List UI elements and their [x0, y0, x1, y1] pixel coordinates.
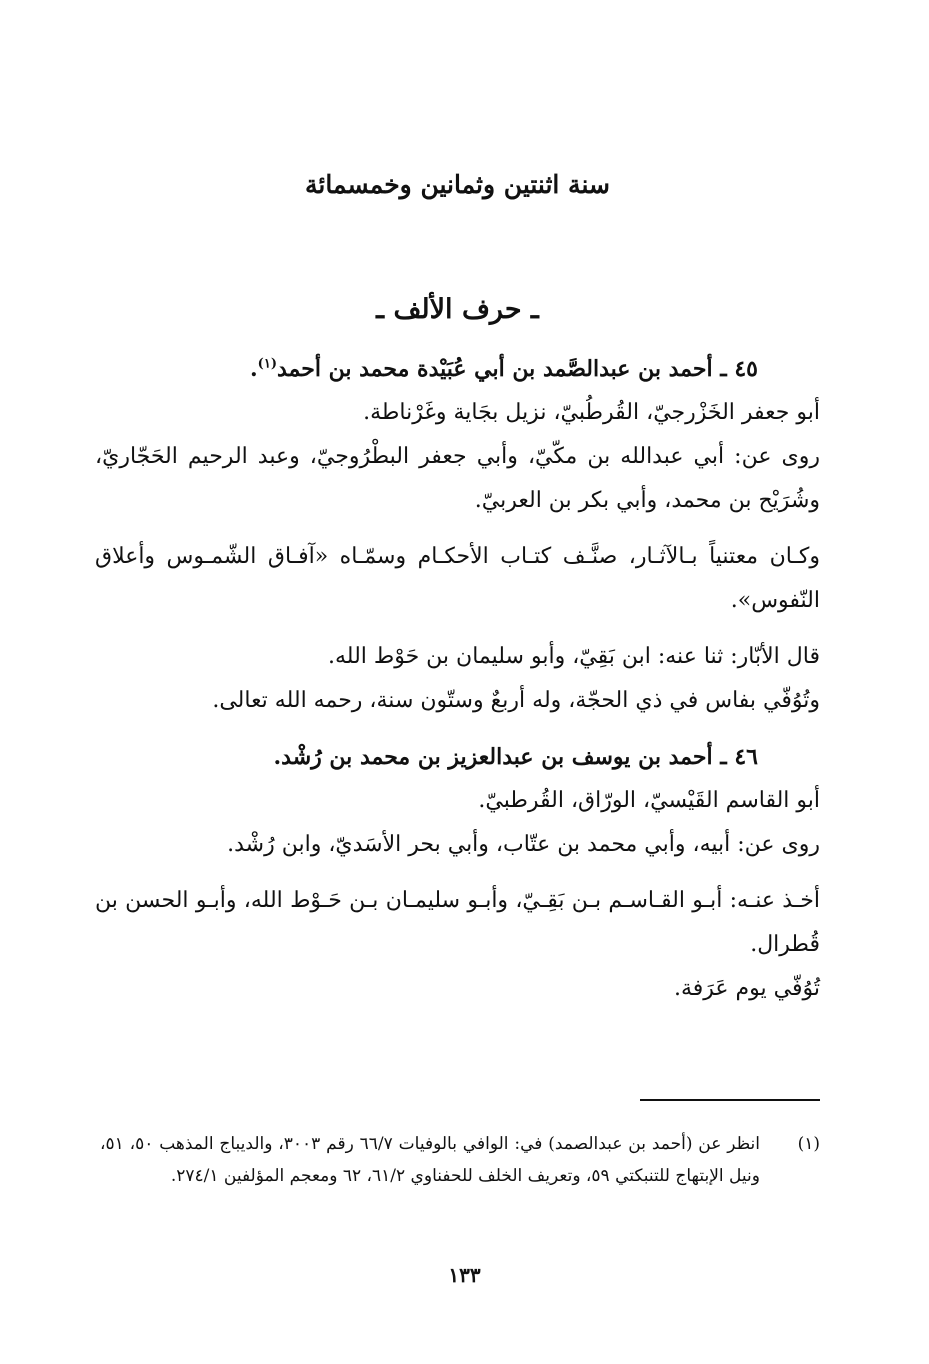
- entry-46-narrated-from: روى عن: أبيه، وأبي محمد بن عتّاب، وأبي بحر الأسَديّ، وابن رُشْد.: [227, 832, 820, 857]
- paragraph-gap: [95, 523, 820, 535]
- entry-45-title-end: .: [250, 356, 258, 382]
- entry-45-narrated-from: روى عن: أبي عبدالله بن مكّيّ، وأبي جعفر البطْرُوجيّ، وعبد الرحيم الحَجّاريّ، وشُرَيْح بن محمد، وأبي بكر بن العربيّ.: [95, 444, 820, 513]
- entry-45-death: وتُوُفّي بفاس في ذي الحجّة، وله أربعٌ وستّون سنة، رحمه الله تعالى.: [212, 688, 820, 713]
- entry-45-title-text: ٤٥ ـ أحمد بن عبدالصَّمد بن أبي عُبَيْدة محمد بن أحمد: [276, 356, 758, 382]
- paragraph-gap: [95, 867, 820, 879]
- footnote-reference: (١): [257, 356, 277, 372]
- paragraph-gap: [95, 723, 820, 735]
- footnote-text: انظر عن (أحمد بن عبدالصمد) في: الوافي بالوفيات ٦٦/٧ رقم ٣٠٠٣، والديباج المذهب ٥٠، ٥١، ونيل الإبتهاج للتنبكتي ٥٩، وتعريف الخلف للحفناوي ٦١/٢، ٦٢ ومعجم المؤلفين ٢٧٤/١.: [100, 1134, 761, 1186]
- entry-45-kunya: أبو جعفر الخَزْرجيّ، القُرطُبيّ، نزيل بجَاية وغَرْناطة.: [363, 400, 820, 425]
- entry-46-students: أخـذ عنـه: أبـو القـاسـم بـن بَقِـيّ، وأبـو سليمـان بـن حَـوْط الله، وأبـو الحسن بن قُطرال.: [95, 888, 821, 957]
- entry-45-abbar: قال الأبّار: ثنا عنه: ابن بَقِيّ، وأبو سليمان بن حَوْط الله.: [328, 644, 820, 669]
- entry-45-title: [95, 347, 820, 391]
- entry-46-title: ٤٦ ـ أحمد بن يوسف بن عبدالعزيز بن محمد بن رُشْد.: [273, 744, 758, 770]
- year-heading: سنة اثنتين وثمانين وخمسمائة: [305, 170, 610, 199]
- entry-46-kunya: أبو القاسم القَيْسيّ، الورّاق، القُرطبيّ.: [478, 788, 820, 813]
- page-number: ١٣٣: [448, 1263, 481, 1287]
- letter-heading: ـ حرف الألف ـ: [376, 294, 539, 325]
- paragraph-gap: [95, 623, 820, 635]
- entry-46-death: تُوُفّي يوم عَرَفة.: [673, 976, 820, 1001]
- footnote: [100, 1128, 820, 1192]
- main-text: [95, 347, 820, 1011]
- footnote-number: (١): [797, 1134, 820, 1154]
- footnote-separator: [640, 1099, 820, 1101]
- entry-45-works: وكـان معتنياً بـالآثـار، صنَّـف كتـاب الأحكـام وسمّـاه «آفـاق الشّمـوس وأعلاق النّفوس».: [95, 544, 820, 613]
